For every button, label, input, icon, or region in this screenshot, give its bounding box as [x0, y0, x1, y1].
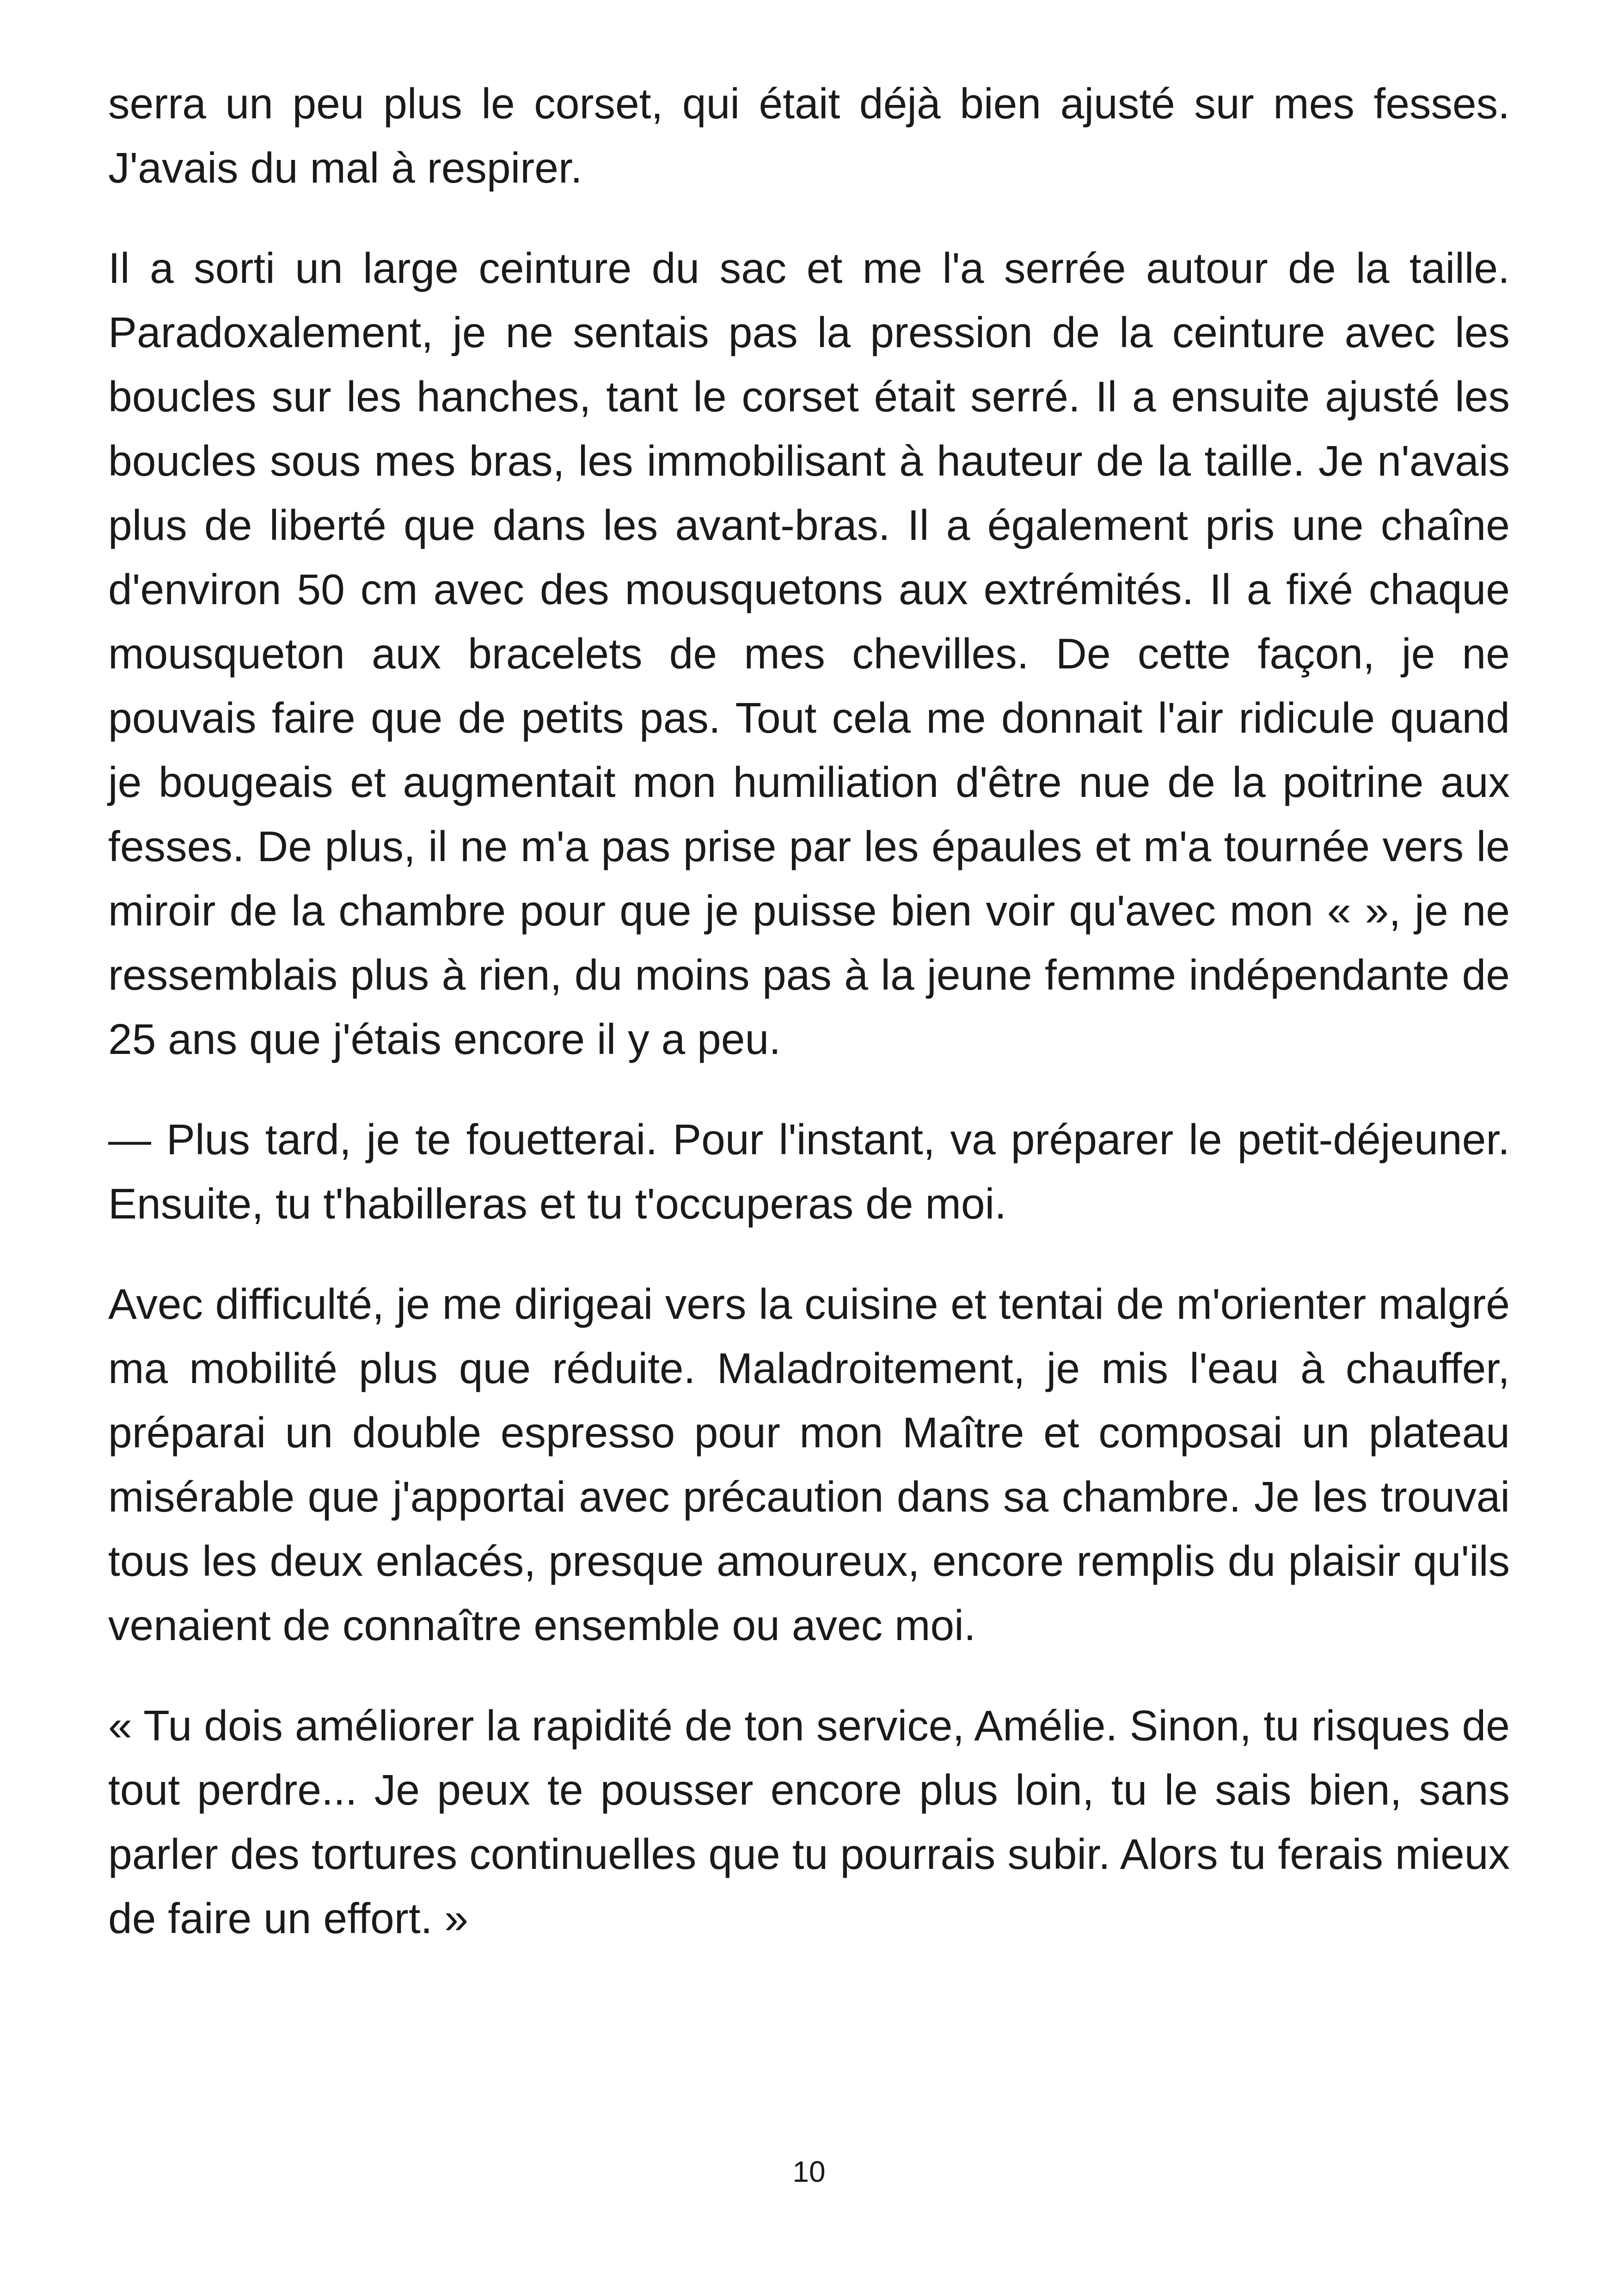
paragraph-1: serra un peu plus le corset, qui était déjà bien ajusté sur mes fesses. J'avais du mal à respirer. — [108, 80, 1510, 192]
paragraph-2: Il a sorti un large ceinture du sac et me l'a serrée autour de la taille. Paradoxalement, je ne sentais pas la pression de la ceinture avec les boucles sur les hanches, tant le corset était serré. Il a ensuite ajusté les boucles sous mes bras, les immobilisant à hauteur de la taille. Je n'avais plus de liberté que dans les avant-bras. Il a également pris une chaîne d'environ 50 cm avec des mousquetons aux extrémités. Il a fixé chaque mousqueton aux bracelets de mes chevilles. De cette façon, je ne pouvais faire que de petits pas. Tout cela me donnait l'air ridicule quand je bougeais et augmentait mon humiliation d'être nue de la poitrine aux fesses. De plus, il ne m'a pas prise par les épaules et m'a tournée vers le miroir de la chambre pour que je puisse bien voir qu'avec mon « », je ne ressemblais plus à rien, du moins pas à la jeune femme indépendante de 25 ans que j'étais encore il y a peu. — [108, 244, 1510, 1063]
body-text — [108, 72, 1510, 1987]
paragraph-3-dialogue: — Plus tard, je te fouetterai. Pour l'instant, va préparer le petit-déjeuner. Ensuite, tu t'habilleras et tu t'occuperas de moi. — [108, 1115, 1510, 1228]
paragraph-4: Avec difficulté, je me dirigeai vers la cuisine et tentai de m'orienter malgré ma mobilité plus que réduite. Maladroitement, je mis l'eau à chauffer, préparai un double espresso pour mon Maître et composai un plateau misérable que j'apportai avec précaution dans sa chambre. Je les trouvai tous les deux enlacés, presque amoureux, encore remplis du plaisir qu'ils venaient de connaître ensemble ou avec moi. — [108, 1280, 1510, 1649]
paragraph-5-quote: « Tu dois améliorer la rapidité de ton service, Amélie. Sinon, tu risques de tout perdre... Je peux te pousser encore plus loin, tu le sais bien, sans parler des tortures continuelles que tu pourrais subir. Alors tu ferais mieux de faire un effort. » — [108, 1702, 1510, 1942]
page-number: 10 — [792, 2155, 826, 2188]
